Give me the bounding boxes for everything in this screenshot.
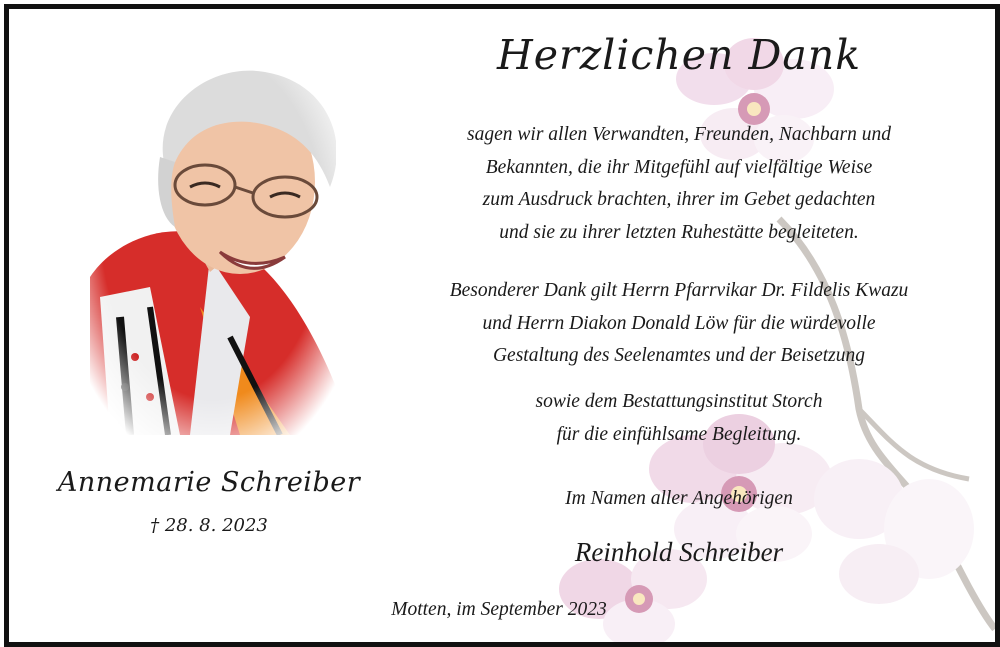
funeral-home-line: für die einfühlsame Begleitung. xyxy=(556,423,802,445)
deceased-name: Annemarie Schreiber xyxy=(57,467,361,498)
page-title: Herzlichen Dank xyxy=(496,31,862,79)
place-date: Motten, im September 2023 xyxy=(391,599,607,620)
special-thanks-line: Gestaltung des Seelenamtes und der Beisetzung xyxy=(492,345,866,366)
signer-name: Reinhold Schreiber xyxy=(574,537,784,567)
obituary-card xyxy=(4,4,1000,647)
funeral-home-line: sowie dem Bestattungsinstitut Storch xyxy=(535,391,823,412)
thanks-line: und sie zu ihrer letzten Ruhestätte begleiteten. xyxy=(499,221,859,243)
funeral-home-paragraph xyxy=(389,386,969,451)
special-thanks-line: und Herrn Diakon Donald Löw für die würdevolle xyxy=(482,312,876,334)
thanks-paragraph xyxy=(389,119,969,249)
special-thanks-line: Besonderer Dank gilt Herrn Pfarrvikar Dr. Fildelis Kwazu xyxy=(449,280,909,301)
thanks-line: sagen wir allen Verwandten, Freunden, Nachbarn und xyxy=(467,124,891,145)
death-date: † 28. 8. 2023 xyxy=(150,515,268,536)
thanks-line: Bekannten, die ihr Mitgefühl auf vielfältige Weise xyxy=(485,156,873,178)
thanks-line: zum Ausdruck brachten, ihrer im Gebet gedachten xyxy=(482,189,876,210)
special-thanks-paragraph xyxy=(389,275,969,373)
deceased-photo xyxy=(90,57,336,435)
on-behalf-line: Im Namen aller Angehörigen xyxy=(565,488,793,509)
on-behalf-text xyxy=(389,483,969,516)
